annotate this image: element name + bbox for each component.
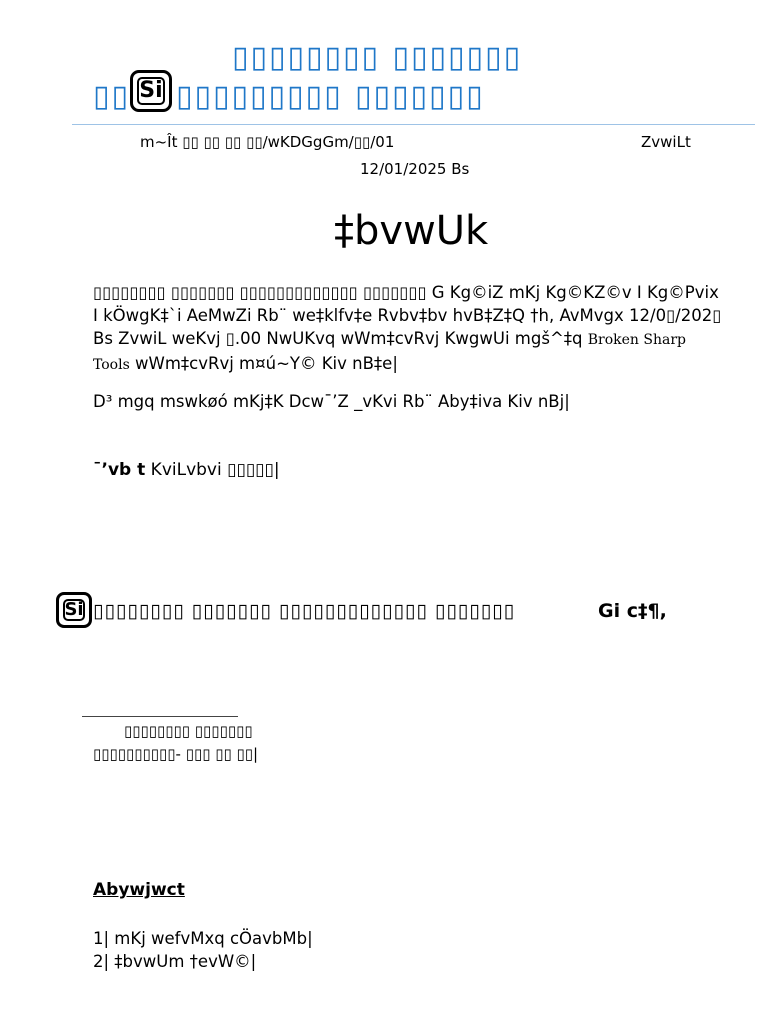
date-label: ZvwiLt: [641, 133, 691, 151]
venue-value: KviLvbvi ▯▯▯▯▯|: [150, 460, 280, 480]
venue-label: ¯’vb t: [93, 460, 146, 480]
logo-mark-small: Si: [64, 599, 84, 620]
on-behalf-label: Gi c‡¶,: [598, 600, 667, 622]
item-name: Broken Sharp Tools: [93, 332, 687, 373]
memo-number: m~Ît ▯▯ ▯▯ ▯▯ ▯▯/wKDGgGm/▯▯/01: [140, 133, 395, 151]
signer-designation: ▯▯▯▯▯▯▯▯▯▯- ▯▯▯ ▯▯ ▯▯|: [93, 745, 259, 763]
paragraph-1-end: wWm‡cvRvj m¤ú~Y© Kiv nB‡e|: [135, 354, 398, 373]
notice-paragraph-1: [93, 281, 725, 377]
paragraph-1-text: ▯▯▯▯▯▯▯▯ ▯▯▯▯▯▯▯ ▯▯▯▯▯▯▯▯▯▯▯▯▯ ▯▯▯▯▯▯▯ G Kg©iZ mKj Kg©KZ©v I Kg©Pvix I kÖwgK‡`i AeMwZi Rb¨ we‡klfv‡e Rvbv‡bv hvB‡Z‡Q †h, AvMvgx 12/0▯/202▯ Bs ZvwiL weKvj ▯.00 NwUKvq wWm‡cvRvj KwgwUi mgš^‡q: [93, 283, 722, 348]
copy-item-2: 2| ‡bvwUm †evW©|: [93, 952, 257, 971]
signature-line: [82, 716, 238, 717]
copy-item-1: 1| mKj wefvMxq cÖavbMb|: [93, 929, 313, 948]
org-name-line2-prefix: ▯▯: [93, 79, 131, 114]
org-name-line2-suffix: ▯▯▯▯▯▯▯▯▯ ▯▯▯▯▯▯▯: [176, 79, 485, 114]
signer-name: ▯▯▯▯▯▯▯▯ ▯▯▯▯▯▯▯: [124, 722, 253, 740]
notice-title: ‡bvwUk: [334, 208, 489, 254]
header-divider: [72, 124, 755, 125]
signature-org-name: ▯▯▯▯▯▯▯▯ ▯▯▯▯▯▯▯ ▯▯▯▯▯▯▯▯▯▯▯▯▯ ▯▯▯▯▯▯▯: [93, 600, 516, 622]
company-logo-icon: [130, 70, 172, 112]
venue-line: [93, 459, 725, 482]
notice-paragraph-2: D³ mgq mswkøó mKj‡K Dcw¯’Z _vKvi Rb¨ Aby‡iva Kiv nBj|: [93, 392, 570, 411]
org-name-line1: ▯▯▯▯▯▯▯▯ ▯▯▯▯▯▯▯: [232, 40, 523, 75]
logo-mark: Si: [137, 77, 165, 105]
date-value: 12/01/2025 Bs: [360, 160, 470, 178]
copies-heading: Abywjwct: [93, 880, 185, 900]
signature-logo-icon: [56, 592, 92, 628]
